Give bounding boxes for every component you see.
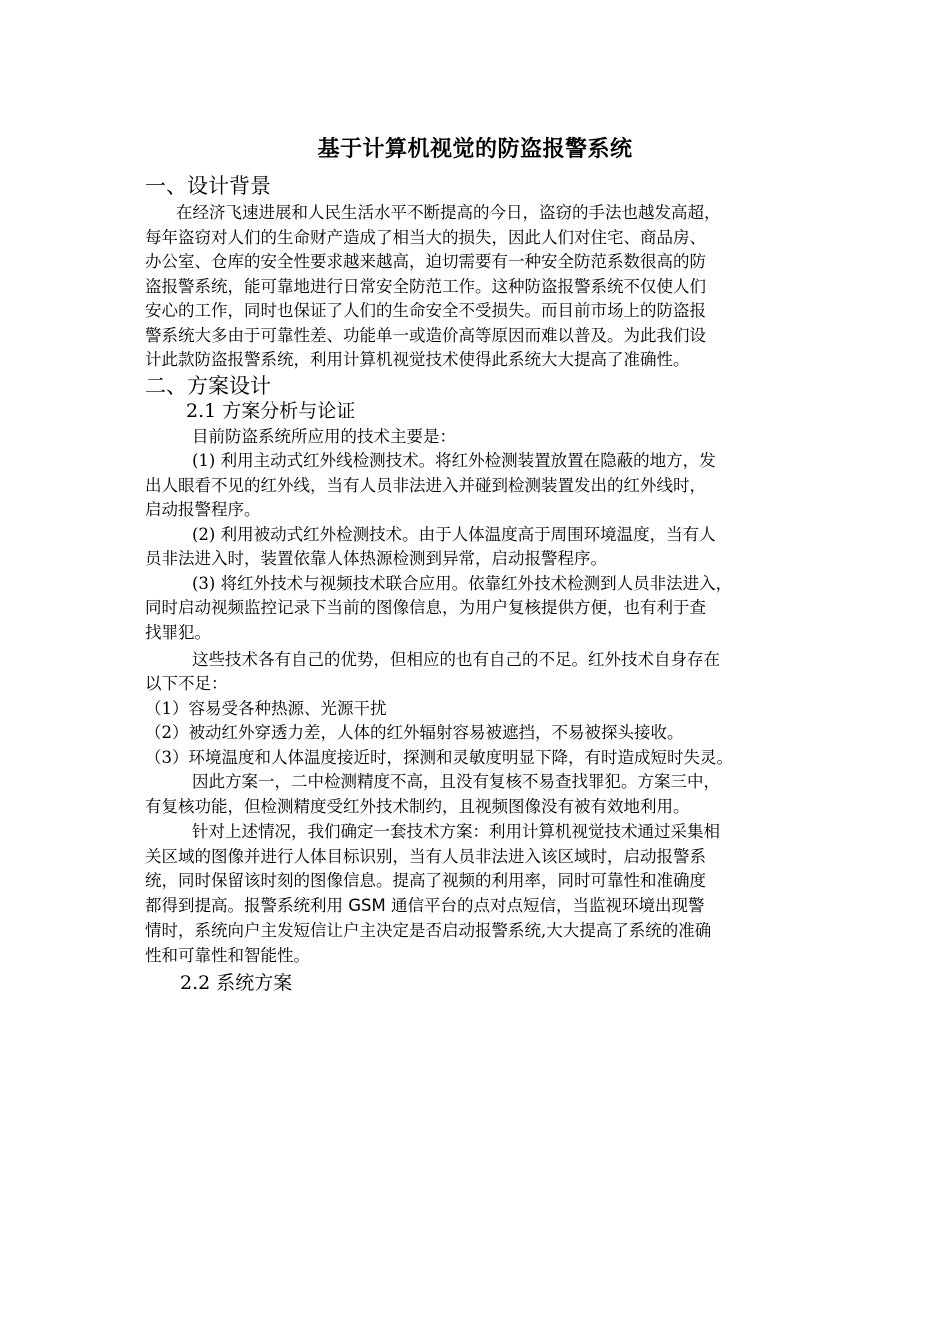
paragraph-line: 性和可靠性和智能性。 [145, 946, 310, 965]
subsection-heading-system: 2.2 系统方案 [180, 972, 293, 994]
paragraph-line: 因此方案一，二中检测精度不高，且没有复核不易查找罪犯。方案三中， [192, 772, 720, 791]
paragraph-line: 针对上述情况，我们确定一套技术方案：利用计算机视觉技术通过采集相 [192, 822, 720, 841]
paragraph-line: 盗报警系统，能可靠地进行日常安全防范工作。这种防盗报警系统不仅使人们 [145, 277, 706, 296]
gsm-term: GSM [348, 896, 386, 915]
section-heading-background: 一、设计背景 [145, 174, 271, 198]
paragraph-line: 计此款防盗报警系统，利用计算机视觉技术使得此系统大大提高了准确性。 [145, 350, 690, 369]
paragraph-line: 目前防盗系统所应用的技术主要是： [192, 427, 456, 446]
paragraph-line [145, 894, 825, 918]
list-item-line: 出人眼看不见的红外线，当有人员非法进入并碰到检测装置发出的红外线时， [145, 476, 706, 495]
list-item-line: (2) 利用被动式红外检测技术。由于人体温度高于周围环境温度，当有人 [192, 525, 716, 544]
drawback-item: （2）被动红外穿透力差，人体的红外辐射容易被遮挡，不易被探头接收。 [145, 723, 684, 742]
section-heading-design: 二、方案设计 [145, 374, 271, 398]
paragraph-line: 这些技术各有自己的优势，但相应的也有自己的不足。红外技术自身存在 [192, 650, 720, 669]
paragraph-line: 有复核功能，但检测精度受红外技术制约，且视频图像没有被有效地利用。 [145, 797, 690, 816]
drawback-item: （3）环境温度和人体温度接近时，探测和灵敏度明显下降，有时造成短时失灵。 [145, 748, 733, 767]
paragraph-line: 以下不足： [145, 674, 228, 693]
paragraph-line: 办公室、仓库的安全性要求越来越高，迫切需要有一种安全防范系数很高的防 [145, 252, 706, 271]
list-item-line: (1) 利用主动式红外线检测技术。将红外检测装置放置在隐蔽的地方，发 [192, 451, 716, 470]
text-segment: 通信平台的点对点短信，当监视环境出现警 [385, 896, 705, 915]
paragraph-line: 在经济飞速进展和人民生活水平不断提高的今日，盗窃的手法也越发高超， [176, 203, 721, 222]
paragraph-line: 统，同时保留该时刻的图像信息。提高了视频的利用率，同时可靠性和准确度 [145, 871, 706, 890]
paragraph-line: 安心的工作，同时也保证了人们的生命安全不受损失。而目前市场上的防盗报 [145, 301, 706, 320]
subsection-heading-analysis: 2.1 方案分析与论证 [186, 400, 356, 422]
list-item-line: (3) 将红外技术与视频技术联合应用。依靠红外技术检测到人员非法进入， [192, 574, 733, 593]
text-segment: 都得到提高。报警系统利用 [145, 896, 349, 915]
paragraph-line: 关区域的图像并进行人体目标识别，当有人员非法进入该区域时，启动报警系 [145, 847, 706, 866]
paragraph-line: 警系统大多由于可靠性差、功能单一或造价高等原因而难以普及。为此我们设 [145, 326, 706, 345]
list-item-line: 找罪犯。 [145, 623, 211, 642]
list-item-line: 同时启动视频监控记录下当前的图像信息，为用户复核提供方便，也有利于查 [145, 598, 706, 617]
paragraph-line: 每年盗窃对人们的生命财产造成了相当大的损失，因此人们对住宅、商品房、 [145, 228, 706, 247]
list-item-line: 启动报警程序。 [145, 500, 261, 519]
list-item-line: 员非法进入时，装置依靠人体热源检测到异常，启动报警程序。 [145, 549, 607, 568]
drawback-item: （1）容易受各种热源、光源干扰 [145, 699, 387, 718]
document-title: 基于计算机视觉的防盗报警系统 [317, 137, 633, 162]
paragraph-line: 情时，系统向户主发短信让户主决定是否启动报警系统,大大提高了系统的准确 [145, 921, 712, 940]
